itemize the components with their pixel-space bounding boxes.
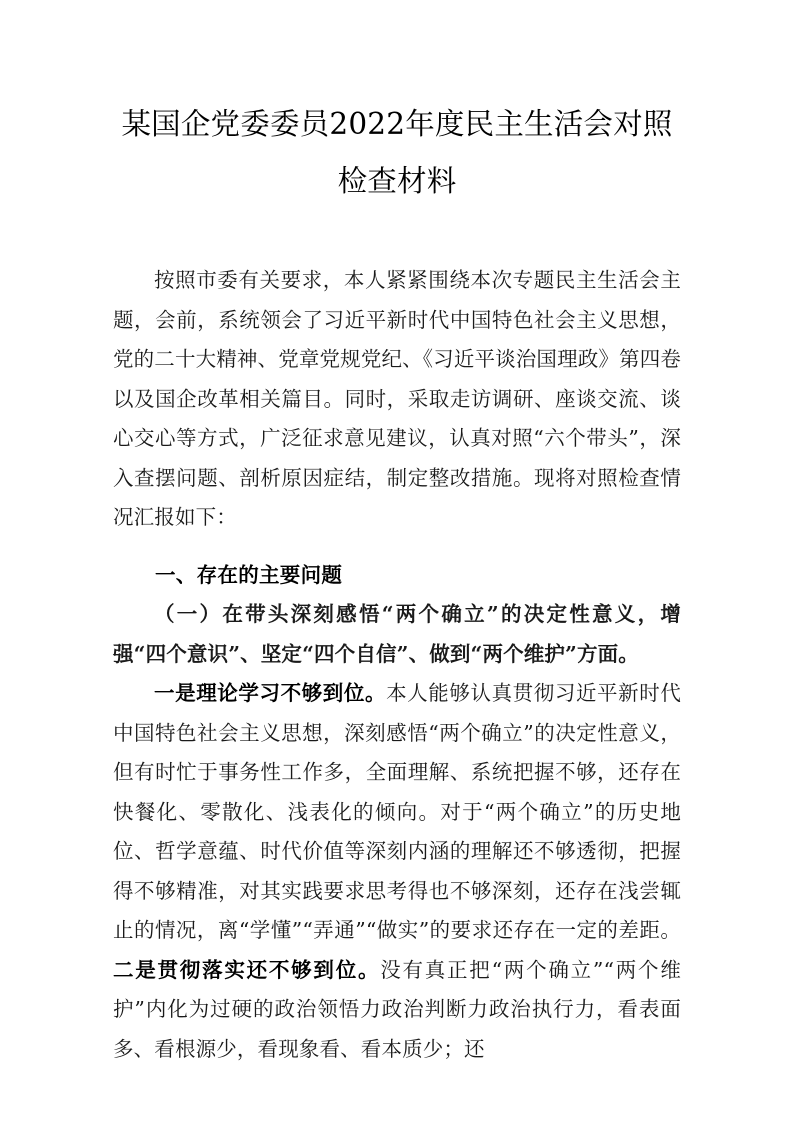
document-body	[113, 0, 681, 1069]
problem-two-lead: 二是贯彻落实还不够到位。	[113, 957, 381, 982]
problem-paragraph-one	[113, 674, 681, 1069]
intro-paragraph: 按照市委有关要求，本人紧紧围绕本次专题民主生活会主题，会前，系统领会了习近平新时代中国特色社会主义思想，党的二十大精神、党章党规党纪、《习近平谈治国理政》第四卷以及国企改革相关篇目。同时，采取走访调研、座谈交流、谈心交心等方式，广泛征求意见建议，认真对照“六个带头”，深入查摆问题、剖析原因症结，制定整改措施。现将对照检查情况汇报如下：	[113, 268, 681, 529]
subsection-title-one: （一）在带头深刻感悟“两个确立”的决定性意义，增强“四个意识”、坚定“四个自信”、做到“两个维护”方面。	[113, 602, 681, 666]
problem-two-body: 没有真正把“两个确立”“两个维护”内化为过硬的政治领悟力政治判断力政治执行力，看表面多、看根源少，看现象看、看本质少；还	[113, 957, 681, 1061]
section-heading-main-problems: 一、存在的主要问题	[155, 562, 343, 587]
document-title: 某国企党委委员2022年度民主生活会对照检查材料	[121, 107, 673, 198]
problem-one-body: 本人能够认真贯彻习近平新时代中国特色社会主义思想，深刻感悟“两个确立”的决定性意义，但有时忙于事务性工作多，全面理解、系统把握不够，还存在快餐化、零散化、浅表化的倾向。对于“两个确立”的历史地位、哲学意蕴、时代价值等深刻内涵的理解还不够透彻，把握得不够精准，对其实践要求思考得也不够深刻，还存在浅尝辄止的情况，离“学懂”“弄通”“做实”的要求还存在一定的差距。	[113, 681, 681, 942]
problem-one-lead: 一是理论学习不够到位。	[154, 681, 387, 705]
